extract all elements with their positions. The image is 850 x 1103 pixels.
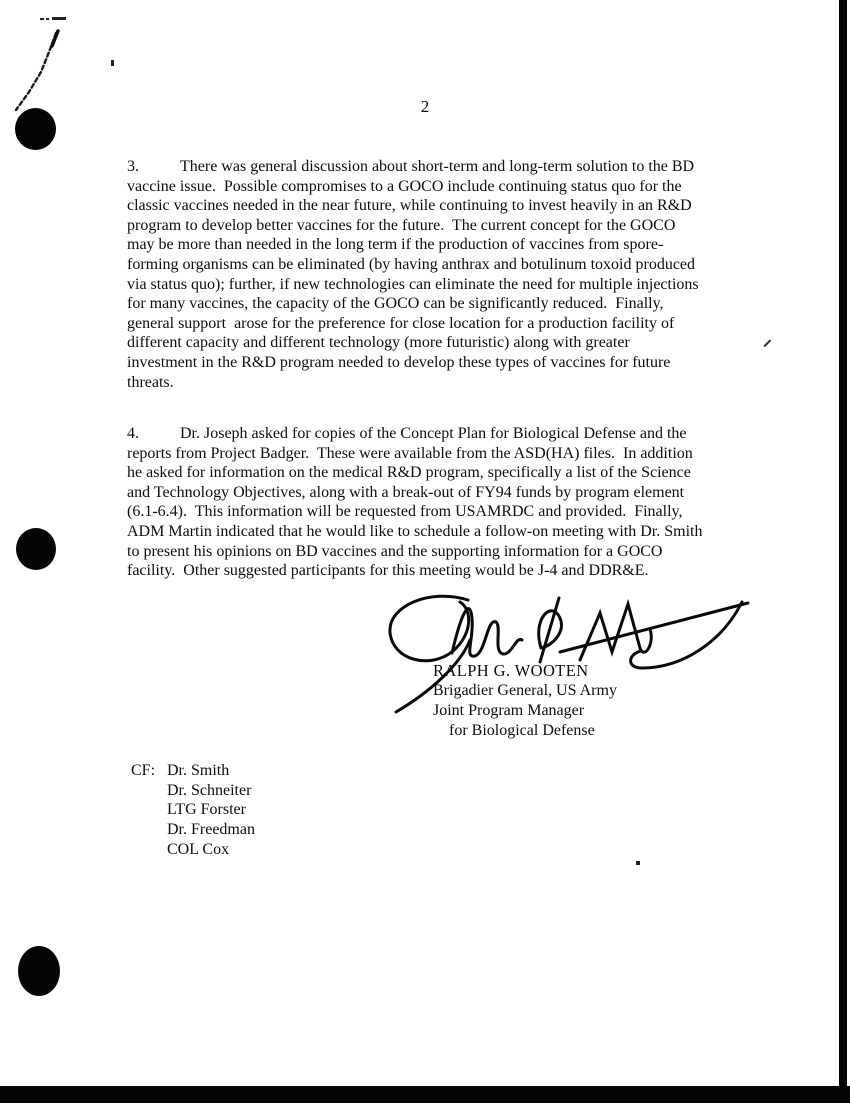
scan-speck [111,60,114,66]
text-line: to present his opinions on BD vaccines and the supporting information for a GOCO [127,542,663,560]
text-line: and Technology Objectives, along with a break-out of FY94 funds by program element [127,483,685,501]
text-line: Dr. Joseph asked for copies of the Concept Plan for Biological Defense and the [180,425,687,442]
signatory-title-line: Brigadier General, US Army [433,682,617,699]
paragraph-number: 4. [127,425,139,442]
text-line: vaccine issue. Possible compromises to a GOCO include continuing status quo for the [127,177,682,195]
scan-edge-bar-right [839,0,847,1086]
hole-punch-icon [18,946,60,996]
text-line: reports from Project Badger. These were available from the ASD(HA) files. In addition [127,444,693,462]
cf-name: COL Cox [167,840,230,858]
text-line: may be more than needed in the long term if the production of vaccines from spore- [127,236,664,254]
signatory-title-line: Joint Program Manager [433,702,585,719]
text-line: different capacity and different technology (more futuristic) along with greater [127,334,630,352]
text-line: facility. Other suggested participants for this meeting would be J-4 and DDR&E. [127,562,649,580]
signatory-title-line: for Biological Defense [449,722,595,739]
text-line: There was general discussion about short-term and long-term solution to the BD [180,158,695,175]
cf-name: Dr. Schneiter [167,781,252,799]
text-line: ADM Martin indicated that he would like to schedule a follow-on meeting with Dr. Smith [127,522,703,540]
cf-label: CF: [131,762,156,779]
text-line: he asked for information on the medical R&D program, specifically a list of the Science [127,464,691,482]
text-line: for many vaccines, the capacity of the GOCO can be significantly reduced. Finally, [127,295,664,313]
text-line: program to develop better vaccines for the future. The current concept for the GOCO [127,216,676,234]
text-line: via status quo); further, if new technologies can eliminate the need for multiple injections [127,275,699,293]
paragraph-3 [127,157,777,392]
text-line: threats. [127,373,174,391]
paragraph-number: 3. [127,158,139,175]
scan-speck [636,861,640,865]
cf-name: Dr. Freedman [167,821,255,839]
paragraph-3-lines [127,157,777,392]
paragraph-4-lines [127,424,777,581]
hole-punch-icon [16,528,56,570]
cf-block [131,761,255,860]
text-line: investment in the R&D program needed to develop these types of vaccines for future [127,353,671,371]
text-line: general support arose for the preference for close location for a production facility of [127,314,675,332]
cf-name: LTG Forster [167,801,246,819]
page-number: 2 [420,97,430,116]
cf-names-list [167,761,255,860]
text-line: (6.1-6.4). This information will be requested from USAMRDC and provided. Finally, [127,503,683,521]
text-line: forming organisms can be eliminated (by having anthrax and botulinum toxoid produced [127,255,696,273]
cf-name: Dr. Smith [167,762,230,779]
scan-edge-bar-bottom [0,1086,850,1103]
signatory-name: RALPH G. WOOTEN [433,661,589,680]
text-line: classic vaccines needed in the near future, while continuing to invest heavily in an R&D [127,197,692,215]
paragraph-4 [127,424,777,581]
